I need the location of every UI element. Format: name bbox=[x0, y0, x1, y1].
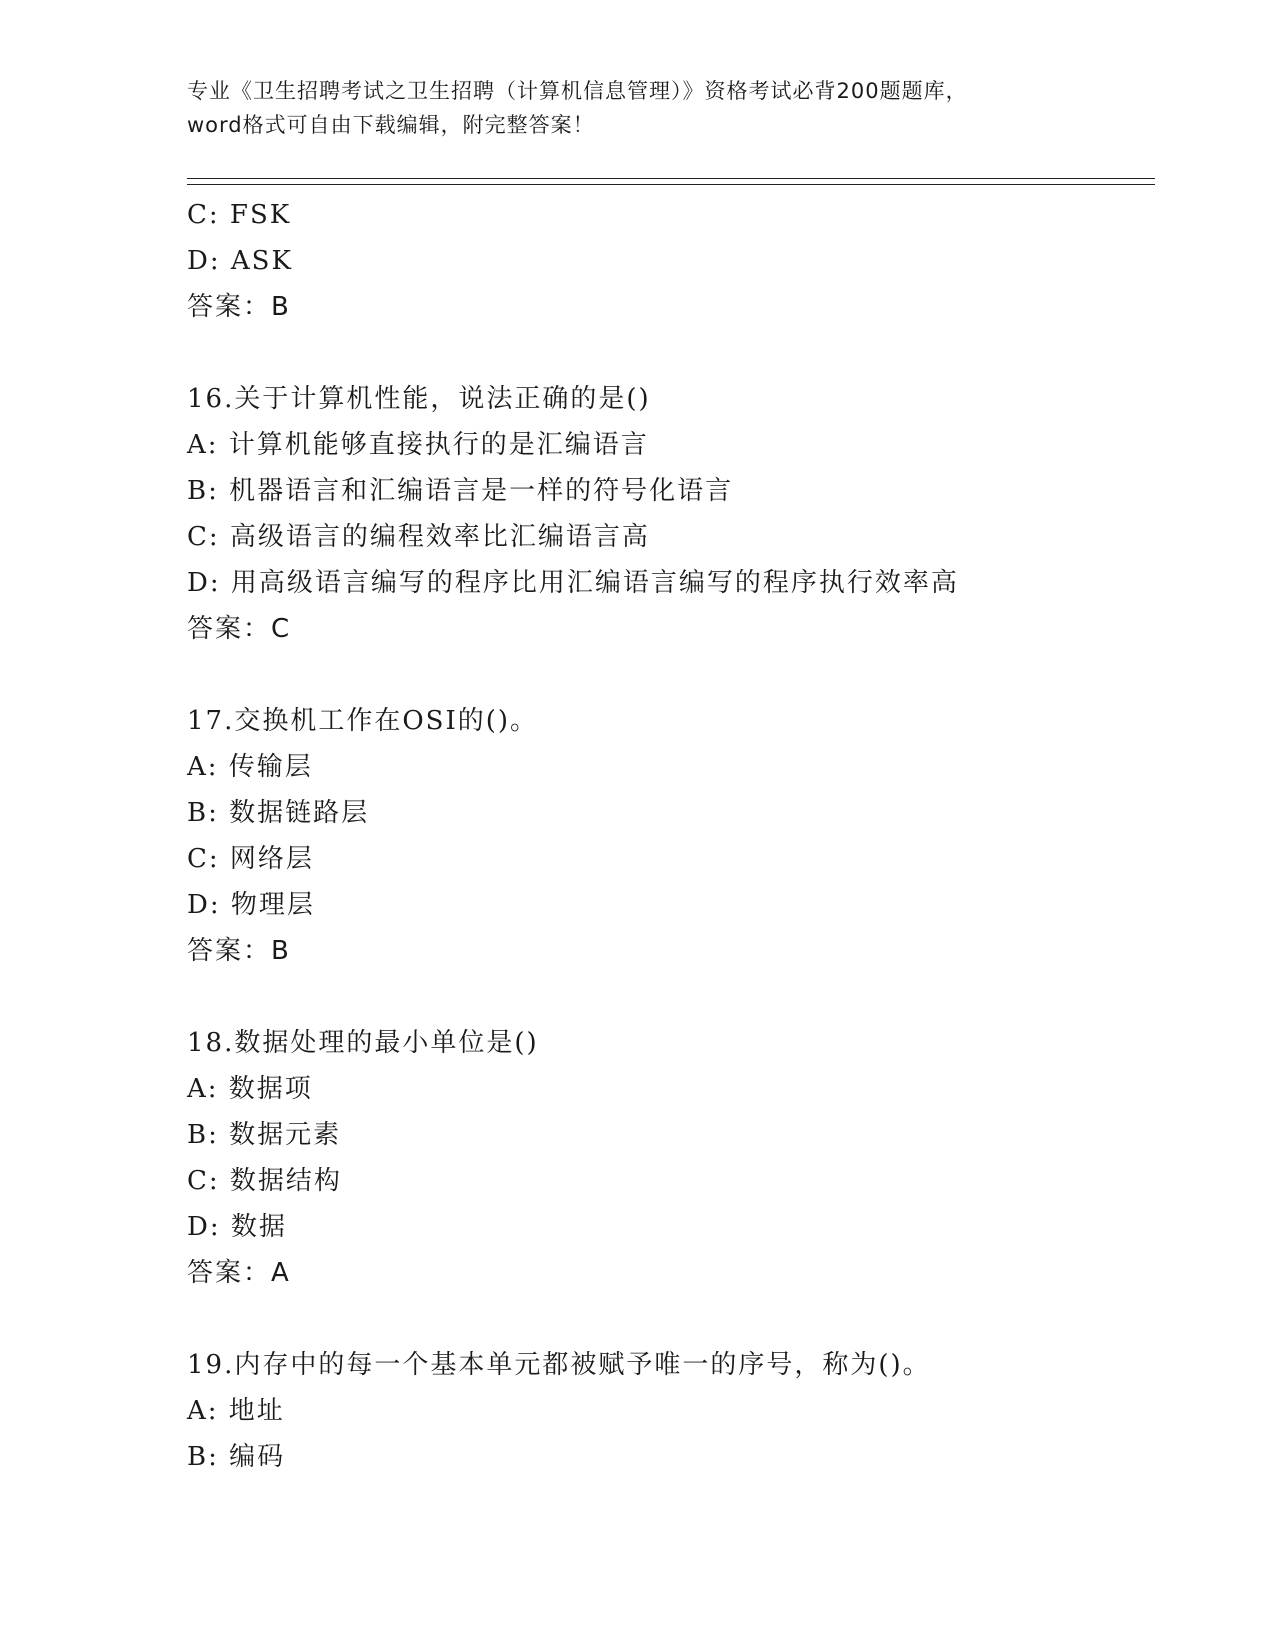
option-d: D: ASK bbox=[187, 246, 293, 276]
question-gap bbox=[187, 974, 1155, 1020]
option-b: B: 机器语言和汇编语言是一样的符号化语言 bbox=[187, 476, 734, 506]
question-stem: 18.数据处理的最小单位是() bbox=[187, 1028, 539, 1058]
option-b: B: 数据元素 bbox=[187, 1120, 342, 1150]
option-a: A: 地址 bbox=[187, 1396, 285, 1426]
question-19 bbox=[187, 1342, 1155, 1480]
option-d: D: 物理层 bbox=[187, 890, 315, 920]
header-divider-bottom bbox=[187, 184, 1155, 185]
header-title-line-1: 专业《卫生招聘考试之卫生招聘（计算机信息管理）》资格考试必背200题题库， bbox=[187, 79, 968, 103]
question-stem: 16.关于计算机性能，说法正确的是() bbox=[187, 384, 651, 414]
question-18 bbox=[187, 1020, 1155, 1296]
document-header bbox=[187, 74, 1087, 142]
option-b: B: 编码 bbox=[187, 1442, 286, 1472]
question-list bbox=[187, 192, 1155, 1480]
question-stem: 17.交换机工作在OSI的()。 bbox=[187, 706, 539, 736]
question-gap bbox=[187, 1296, 1155, 1342]
answer-line: 答案：B bbox=[187, 292, 291, 322]
option-a: A: 计算机能够直接执行的是汇编语言 bbox=[187, 430, 649, 460]
header-title-line-2: word格式可自由下载编辑，附完整答案！ bbox=[187, 113, 595, 137]
question-stem: 19.内存中的每一个基本单元都被赋予唯一的序号，称为()。 bbox=[187, 1350, 931, 1380]
option-c: C: FSK bbox=[187, 200, 292, 230]
answer-line: 答案：B bbox=[187, 936, 291, 966]
question-16 bbox=[187, 376, 1155, 652]
answer-line: 答案：C bbox=[187, 614, 292, 644]
option-c: C: 网络层 bbox=[187, 844, 314, 874]
option-d: D: 用高级语言编写的程序比用汇编语言编写的程序执行效率高 bbox=[187, 568, 959, 598]
question-17 bbox=[187, 698, 1155, 974]
answer-line: 答案：A bbox=[187, 1258, 291, 1288]
option-c: C: 数据结构 bbox=[187, 1166, 342, 1196]
option-a: A: 传输层 bbox=[187, 752, 313, 782]
option-b: B: 数据链路层 bbox=[187, 798, 370, 828]
option-a: A: 数据项 bbox=[187, 1074, 313, 1104]
question-gap bbox=[187, 652, 1155, 698]
header-divider-top bbox=[187, 178, 1155, 179]
option-d: D: 数据 bbox=[187, 1212, 287, 1242]
option-c: C: 高级语言的编程效率比汇编语言高 bbox=[187, 522, 650, 552]
question-gap bbox=[187, 330, 1155, 376]
question-15-continued bbox=[187, 192, 1155, 330]
